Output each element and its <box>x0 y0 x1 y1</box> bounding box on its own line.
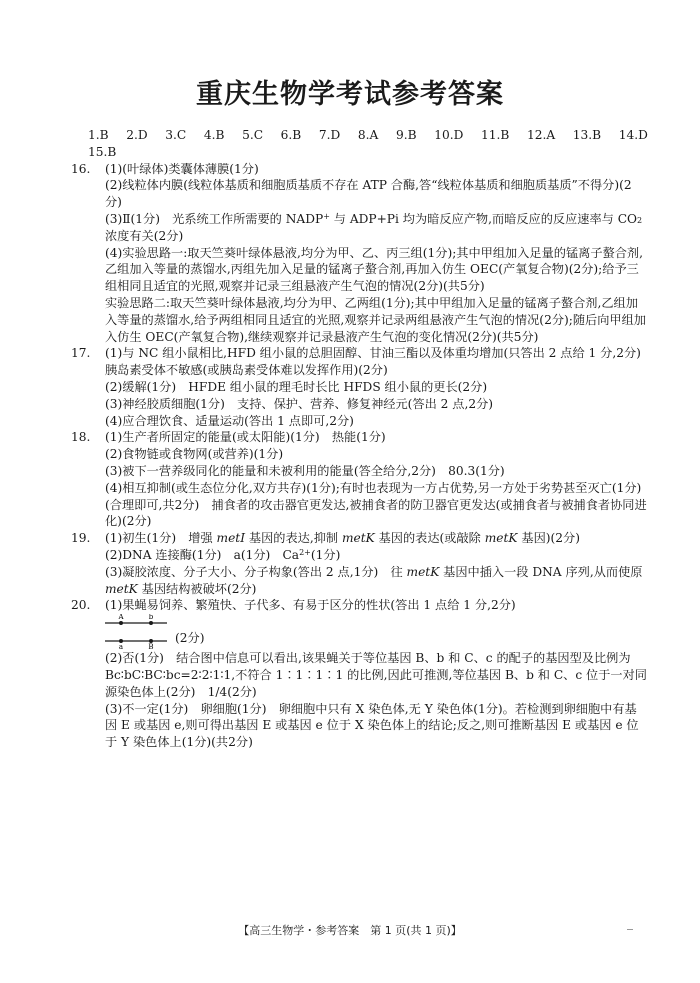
question-17 <box>71 345 654 429</box>
question-number: 16. <box>71 161 91 176</box>
text-segment: (3)凝胶浓度、分子大小、分子构象(答出 2 点,1分) 往 <box>105 564 407 579</box>
answer-part: (4)实验思路一:取天竺葵叶绿体悬液,均分为甲、乙、丙三组(1分);其中甲组加入足量的锰离子螯合剂,乙组加入等量的蒸馏水,丙组先加入足量的锰离子螯合剂,再加入仿生 OEC(产氧复合物)(2分);给予三组相同且适宜的光照,观察并记录三组悬液产生气泡的情况(2分)(共5分) <box>105 245 643 294</box>
answer-part: (4)应合理饮食、适量运动(答出 1 点即可,2分) <box>105 413 354 428</box>
answer-part: (2)线粒体内膜(线粒体基质和细胞质基质不存在 ATP 合酶,答“线粒体基质和细胞质基质”不得分)(2分) <box>105 178 632 210</box>
choice-answer: 4.B <box>203 128 225 142</box>
text-segment: 基因的表达(或敲除 <box>374 531 485 546</box>
gene-name: metK <box>341 531 375 546</box>
answer-part: (4)相互抑制(或生态位分化,双方共存)(1分);有时也表现为一方占优势,另一方处于劣势甚至灭亡(1分)(合理即可,共2分) 捕食者的攻击器官更发达,被捕食者的防卫器官更发达(或捕食者与被捕食者协同进化)(2分) <box>105 480 647 529</box>
allele-label: a <box>118 643 124 651</box>
question-20 <box>71 597 648 751</box>
allele-label: B <box>148 643 154 651</box>
subscript: 2 <box>637 215 643 225</box>
choice-answer: 14.D <box>618 128 648 142</box>
answer-part: (1)(叶绿体)类囊体薄膜(1分) <box>105 161 259 176</box>
answer-part: (3)不一定(1分) 卵细胞(1分) 卵细胞中只有 X 染色体,无 Y 染色体(1分)。若检测到卵细胞中有基因 E 或基因 e,则可得出基因 E 或基因 e 位于 X 染色体上的结论;反之,则可推断基因 E 或基因 e 位于 Y 染色体上(1分)(共2分) <box>105 701 639 750</box>
allele-label: b <box>148 614 154 622</box>
gene-locus <box>119 621 123 625</box>
corner-mark <box>627 929 633 930</box>
choice-answer: 6.B <box>280 128 302 142</box>
answer-part: (2)否(1分) 结合图中信息可以看出,该果蝇关于等位基因 B、b 和 C、c 的配子的基因型及比例为 Bc∶bC∶BC∶bc=2∶2∶1∶1,不符合 1∶1∶1∶1 的比例,因此可推测,等位基因 B、b 和 C、c 位于一对同源染色体上(2分) 1/4(2分) <box>105 651 647 699</box>
answer-part: 实验思路二:取天竺葵叶绿体悬液,均分为甲、乙两组(1分);其中甲组加入足量的锰离子螯合剂,乙组加入等量的蒸馏水,给予两组相同且适宜的光照,观察并记录两组悬液产生气泡的情况(2分);随后向甲组加入仿生 OEC(产氧复合物),继续观察并记录悬液产生气泡的变化情况(2分)(共5分) <box>105 295 646 344</box>
choice-answer: 15.B <box>88 144 117 159</box>
question-number: 19. <box>71 531 91 546</box>
gene-name: metI <box>216 531 246 546</box>
answer-part: (1)果蝇易饲养、繁殖快、子代多、有易于区分的性状(答出 1 点给 1 分,2分) <box>105 598 516 613</box>
answer-part: (3)被下一营养级同化的能量和未被利用的能量(答全给分,2分) 80.3(1分) <box>105 463 505 478</box>
answer-part <box>105 530 648 547</box>
superscript: + <box>323 211 330 221</box>
choice-answer: 7.D <box>318 128 341 142</box>
text-segment: 基因中插入一段 DNA 序列,从而使原 <box>439 564 643 579</box>
answer-part <box>105 547 648 564</box>
text-segment: (2)DNA 连接酶(1分) a(1分) Ca <box>105 547 300 562</box>
gene-name: metK <box>484 531 518 546</box>
question-number: 17. <box>71 346 91 361</box>
choice-answer: 1.B <box>88 128 109 142</box>
question-19 <box>71 530 648 597</box>
page-title: 重庆生物学考试参考答案 <box>196 79 504 110</box>
text-segment: 基因)(2分) <box>517 531 580 546</box>
text-segment: 基因的表达,抑制 <box>245 531 342 546</box>
diagram-score: (2分) <box>175 631 205 646</box>
superscript: 2+ <box>299 547 311 557</box>
gene-name: metK <box>406 564 440 579</box>
answer-part <box>105 211 648 245</box>
answer-part: (3)神经胶质细胞(1分) 支持、保护、营养、修复神经元(答出 2 点,2分) <box>105 396 494 411</box>
choice-answer: 11.B <box>480 128 510 142</box>
text-segment: (1分) <box>310 547 341 562</box>
answer-part: (2)缓解(1分) HFDE 组小鼠的理毛时长比 HFDS 组小鼠的更长(2分) <box>105 379 488 394</box>
allele-label: A <box>118 614 124 622</box>
answer-part: (1)生产者所固定的能量(或太阳能)(1分) 热能(1分) <box>105 430 386 445</box>
choice-answer: 10.D <box>434 128 464 142</box>
answer-part <box>105 564 648 598</box>
text-segment: (1)初生(1分) 增强 <box>105 531 217 546</box>
text-segment: (3)Ⅱ(1分) 光系统工作所需要的 NADP <box>105 211 324 226</box>
choice-answers-line <box>88 127 648 144</box>
choice-answer: 12.A <box>526 128 556 142</box>
choice-answer: 2.D <box>126 128 148 142</box>
answer-content <box>71 127 654 751</box>
choice-answer: 8.A <box>357 128 379 142</box>
choice-answer: 13.B <box>572 128 602 142</box>
text-segment: 与 ADP+Pi 均为暗反应产物,而暗反应的反应速率与 CO <box>329 211 638 226</box>
question-number: 18. <box>71 430 91 445</box>
page-footer: 【高三生物学・参考答案 第 1 页(共 1 页)】 <box>238 924 462 937</box>
question-18 <box>71 429 648 530</box>
choice-answer: 9.B <box>395 128 417 142</box>
text-segment: 基因结构被破坏(2分) <box>137 581 257 596</box>
question-16 <box>71 161 648 346</box>
text-segment: 浓度有关(2分) <box>105 228 184 243</box>
gene-name: metK <box>105 581 138 596</box>
answer-part: (1)与 NC 组小鼠相比,HFD 组小鼠的总胆固醇、甘油三酯以及体重均增加(只答出 2 点给 1 分,2分) 胰岛素受体不敏感(或胰岛素受体难以发挥作用)(2分) <box>105 346 654 378</box>
choice-answer: 3.C <box>165 128 187 142</box>
question-number: 20. <box>71 598 91 613</box>
choice-answer: 5.C <box>242 128 264 142</box>
answer-part: (2)食物链或食物网(或营养)(1分) <box>105 447 284 462</box>
gene-locus <box>149 621 153 625</box>
chromosome-diagram <box>105 614 648 650</box>
chromosome-svg <box>105 614 185 650</box>
